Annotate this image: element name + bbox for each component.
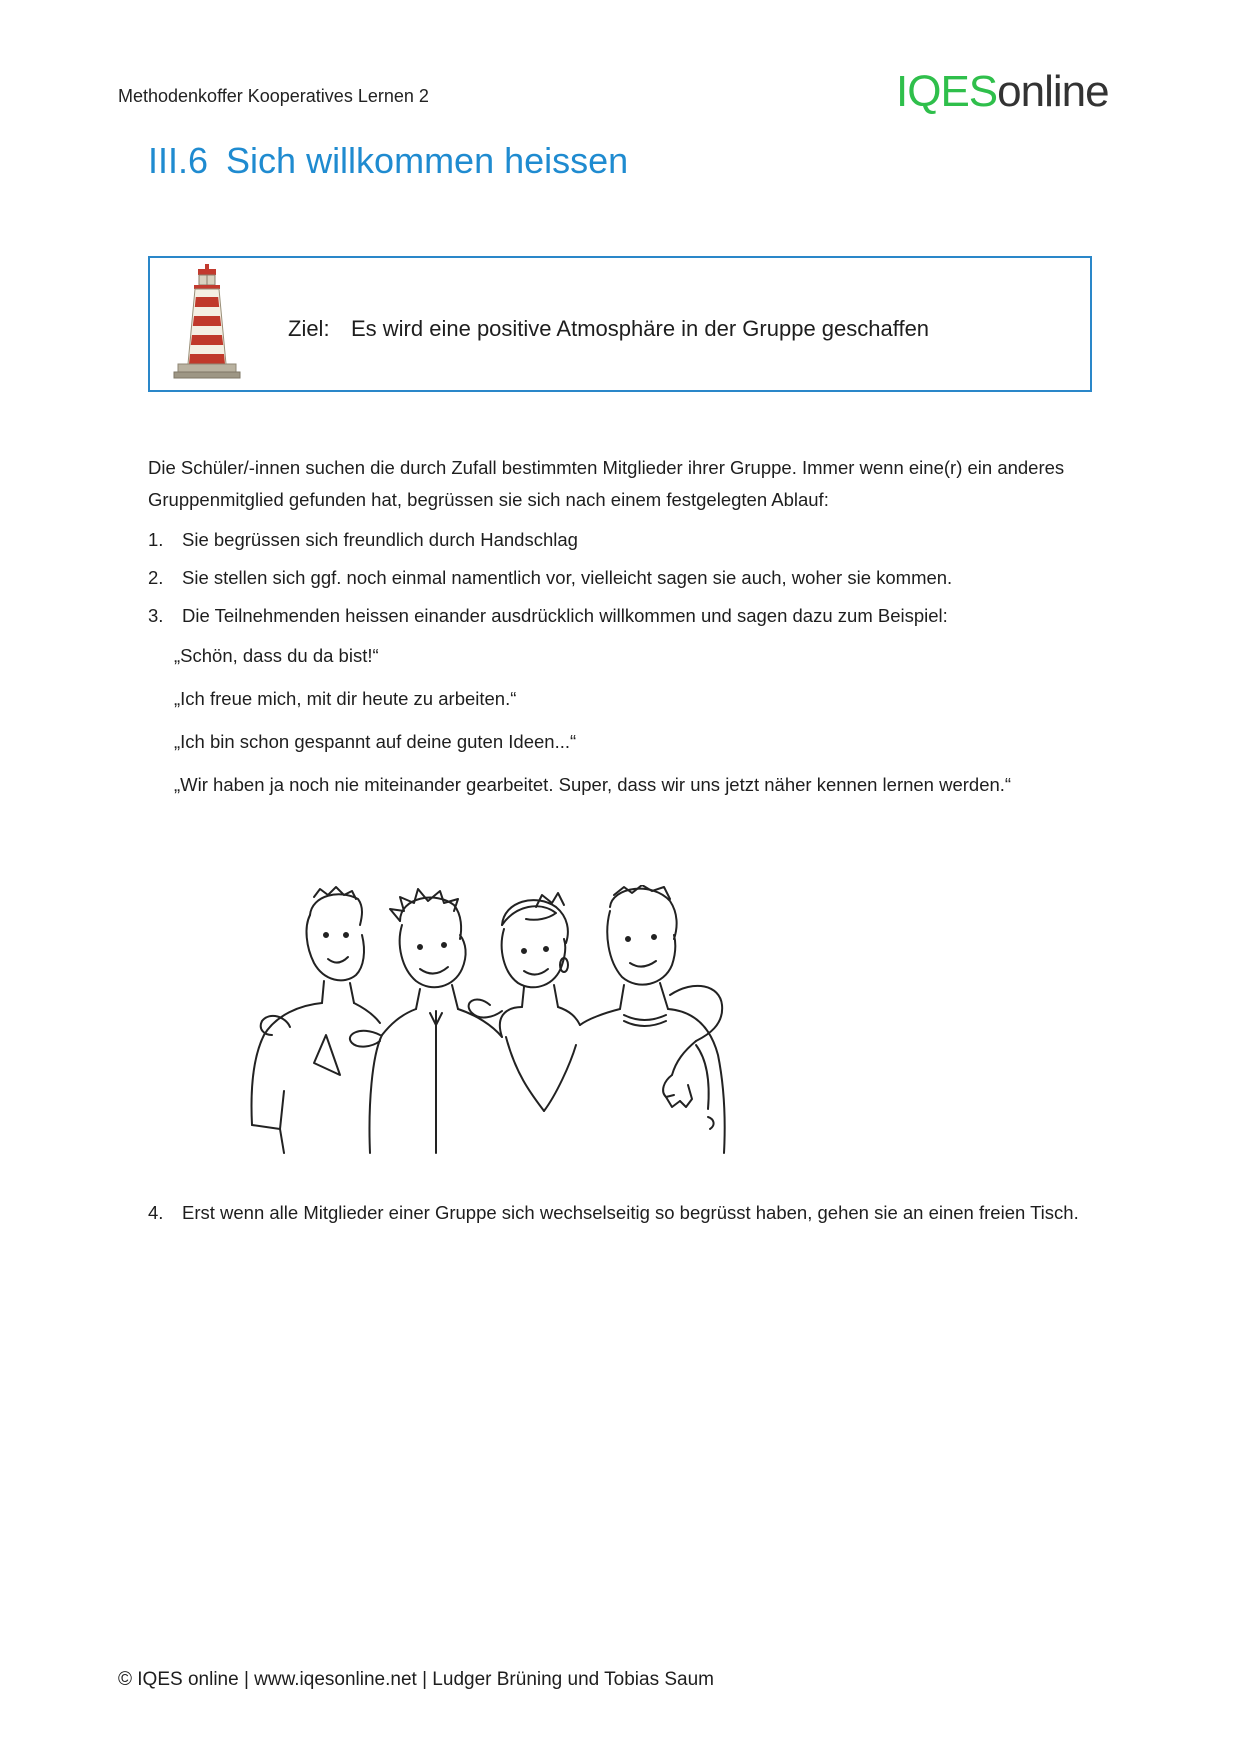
- list-marker: 4.: [148, 1202, 164, 1223]
- lighthouse-icon: [170, 264, 244, 384]
- intro-paragraph: Die Schüler/-innen suchen die durch Zufall bestimmten Mitglieder ihrer Gruppe. Immer wenn eine(r) ein anderes Gruppenmitglied gefunden hat, begrüssen sie sich nach einem festgelegten Ablauf:: [148, 457, 1065, 510]
- section-title: Sich willkommen heissen: [226, 140, 629, 181]
- list-item: [148, 600, 1108, 632]
- logo-brand: IQES: [896, 67, 998, 116]
- list-item: [148, 562, 1108, 594]
- list-text: Die Teilnehmenden heissen einander ausdrücklich willkommen und sagen dazu zum Beispiel:: [182, 605, 948, 626]
- page-title: [148, 140, 628, 182]
- goal-box: [148, 256, 1092, 392]
- iqes-logo[interactable]: [896, 67, 1109, 116]
- list-item: [148, 524, 1108, 556]
- list-text: Sie stellen sich ggf. noch einmal namentlich vor, vielleicht sagen sie auch, woher sie kommen.: [182, 567, 953, 588]
- goal-label: Ziel:: [288, 316, 330, 341]
- list-marker: 2.: [148, 567, 164, 588]
- four-friends-illustration: [240, 885, 780, 1155]
- example-quotes: [174, 640, 1054, 812]
- list-item: [148, 1197, 1108, 1229]
- logo-suffix: online: [997, 67, 1109, 116]
- goal-text: Es wird eine positive Atmosphäre in der Gruppe geschaffen: [351, 316, 930, 341]
- list-marker: 3.: [148, 605, 164, 626]
- list-text: Sie begrüssen sich freundlich durch Handschlag: [182, 529, 578, 550]
- quote: „Ich bin schon gespannt auf deine guten Ideen...“: [174, 731, 577, 752]
- quote: „Wir haben ja noch nie miteinander gearbeitet. Super, dass wir uns jetzt näher kennen lernen werden.“: [174, 774, 1012, 795]
- list-text: Erst wenn alle Mitglieder einer Gruppe sich wechselseitig so begrüsst haben, gehen sie an einen freien Tisch.: [182, 1202, 1079, 1223]
- quote: „Schön, dass du da bist!“: [174, 645, 379, 666]
- footer: © IQES online | www.iqesonline.net | Ludger Brüning und Tobias Saum: [118, 1669, 714, 1690]
- list-marker: 1.: [148, 529, 164, 550]
- document-header: Methodenkoffer Kooperatives Lernen 2: [118, 86, 429, 106]
- quote: „Ich freue mich, mit dir heute zu arbeiten.“: [174, 688, 517, 709]
- section-number: III.6: [148, 140, 209, 181]
